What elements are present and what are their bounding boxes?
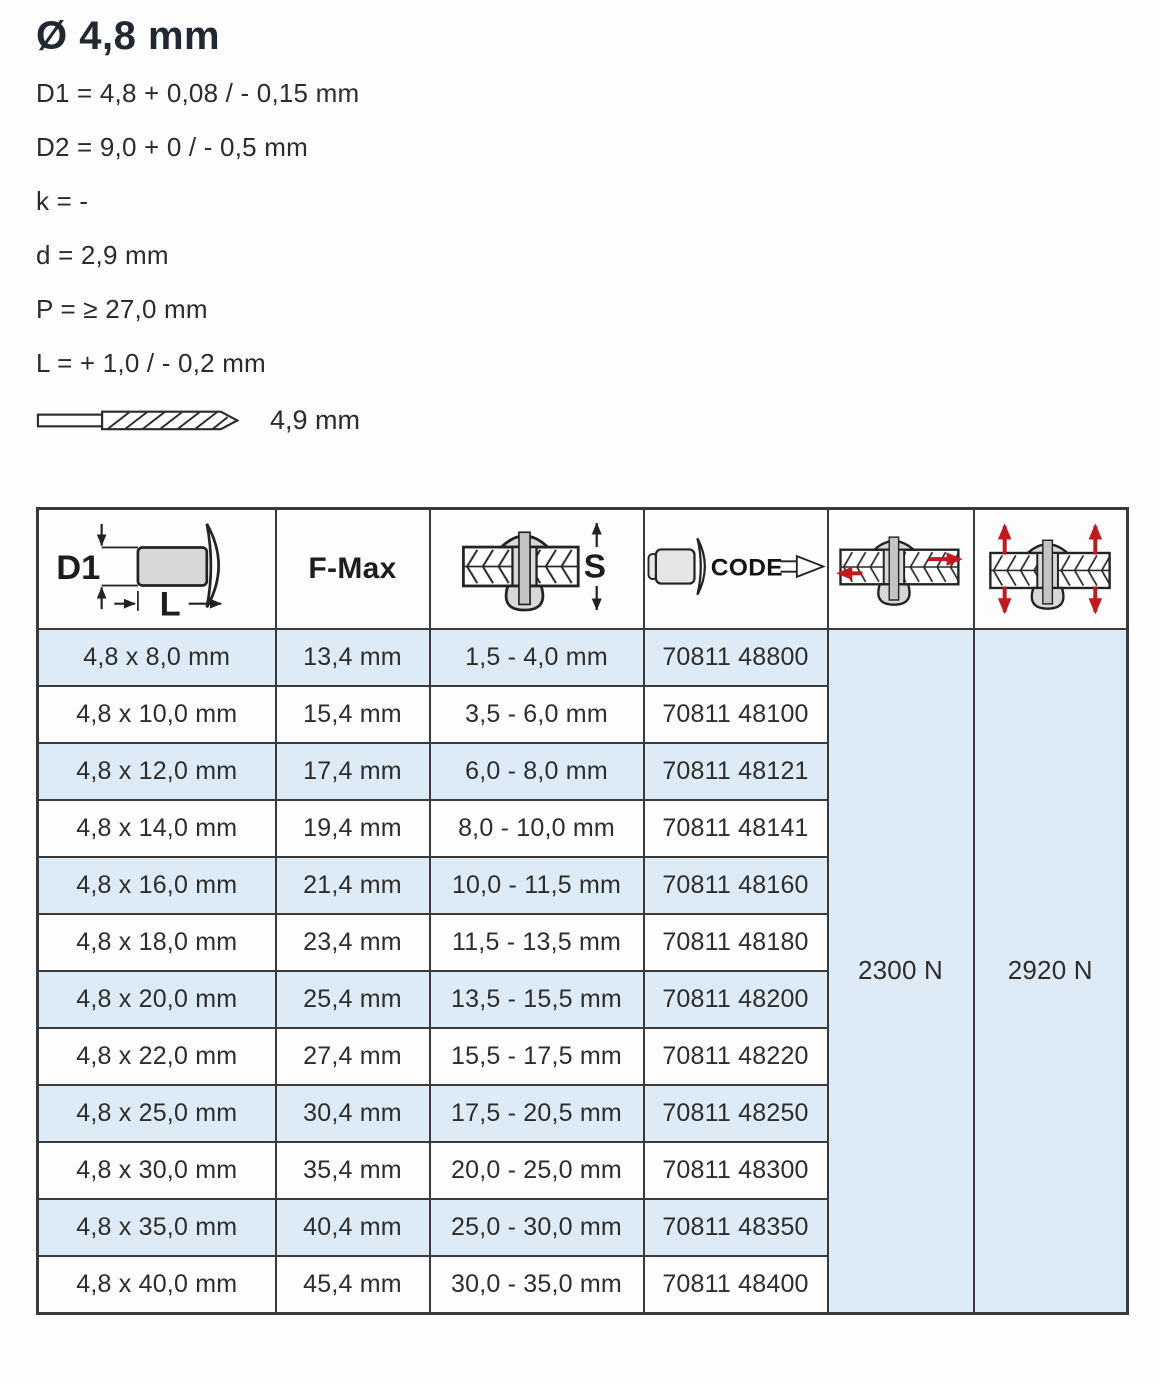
grip-range-cross-section-icon xyxy=(456,510,618,623)
code-cell: 70811 48180 xyxy=(644,914,828,971)
code-cell: 70811 48121 xyxy=(644,743,828,800)
dimension-cell: 4,8 x 20,0 mm xyxy=(38,971,276,1028)
code-cell: 70811 48250 xyxy=(644,1085,828,1142)
grip-range-cell: 1,5 - 4,0 mm xyxy=(430,629,644,686)
fmax-cell: 17,4 mm xyxy=(276,743,430,800)
dimension-cell: 4,8 x 8,0 mm xyxy=(38,629,276,686)
spec-line-l: L = + 1,0 / - 0,2 mm xyxy=(36,348,266,378)
shear-strength-icon xyxy=(831,523,971,611)
spec-line-k: k = - xyxy=(36,186,89,216)
shear-strength-value: 2300 N xyxy=(828,629,974,1313)
code-cell: 70811 48141 xyxy=(644,800,828,857)
drill-bit-icon xyxy=(36,405,248,435)
dimension-cell: 4,8 x 25,0 mm xyxy=(38,1085,276,1142)
code-cell: 70811 48160 xyxy=(644,857,828,914)
code-cell: 70811 48800 xyxy=(644,629,828,686)
dimension-cell: 4,8 x 30,0 mm xyxy=(38,1142,276,1199)
table-row xyxy=(38,629,1128,686)
dimension-cell: 4,8 x 18,0 mm xyxy=(38,914,276,971)
fmax-cell: 35,4 mm xyxy=(276,1142,430,1199)
rivet-with-mandrel-icon xyxy=(647,536,825,597)
code-cell: 70811 48100 xyxy=(644,686,828,743)
table-body xyxy=(38,629,1128,1313)
tensile-strength-icon xyxy=(979,518,1121,615)
grip-range-cell: 17,5 - 20,5 mm xyxy=(430,1085,644,1142)
tensile-strength-value: 2920 N xyxy=(974,629,1128,1313)
drill-size-label: 4,9 mm xyxy=(270,404,361,435)
drill-size-row xyxy=(36,403,1160,437)
grip-range-cell: 15,5 - 17,5 mm xyxy=(430,1028,644,1085)
fmax-cell: 21,4 mm xyxy=(276,857,430,914)
col-header-dimension xyxy=(38,509,276,630)
dimension-cell: 4,8 x 22,0 mm xyxy=(38,1028,276,1085)
spec-line-p: P = ≥ 27,0 mm xyxy=(36,294,208,324)
fmax-cell: 45,4 mm xyxy=(276,1256,430,1313)
fmax-cell: 25,4 mm xyxy=(276,971,430,1028)
page-title: Ø 4,8 mm xyxy=(36,14,221,58)
dimension-cell: 4,8 x 14,0 mm xyxy=(38,800,276,857)
code-cell: 70811 48300 xyxy=(644,1142,828,1199)
spec-line-d: d = 2,9 mm xyxy=(36,240,169,270)
grip-range-cell: 25,0 - 30,0 mm xyxy=(430,1199,644,1256)
grip-range-cell: 10,0 - 11,5 mm xyxy=(430,857,644,914)
d1-dimension-label: D1 xyxy=(56,549,101,588)
fmax-cell: 19,4 mm xyxy=(276,800,430,857)
grip-range-cell: 13,5 - 15,5 mm xyxy=(430,971,644,1028)
grip-range-cell: 20,0 - 25,0 mm xyxy=(430,1142,644,1199)
col-header-grip-range xyxy=(430,509,644,630)
rivet-spec-table xyxy=(36,507,1129,1315)
spec-line-d2: D2 = 9,0 + 0 / - 0,5 mm xyxy=(36,132,308,162)
l-dimension-label: L xyxy=(159,585,181,620)
code-cell: 70811 48350 xyxy=(644,1199,828,1256)
dimension-cell: 4,8 x 40,0 mm xyxy=(38,1256,276,1313)
fmax-cell: 30,4 mm xyxy=(276,1085,430,1142)
dimension-cell: 4,8 x 35,0 mm xyxy=(38,1199,276,1256)
col-header-code xyxy=(644,509,828,630)
col-header-fmax xyxy=(276,509,430,630)
dimension-cell: 4,8 x 10,0 mm xyxy=(38,686,276,743)
code-cell: 70811 48220 xyxy=(644,1028,828,1085)
fmax-header-label: F-Max xyxy=(308,552,397,585)
grip-range-cell: 3,5 - 6,0 mm xyxy=(430,686,644,743)
fmax-cell: 40,4 mm xyxy=(276,1199,430,1256)
grip-range-cell: 8,0 - 10,0 mm xyxy=(430,800,644,857)
spec-list xyxy=(36,79,1160,378)
fmax-cell: 13,4 mm xyxy=(276,629,430,686)
grip-range-cell: 30,0 - 35,0 mm xyxy=(430,1256,644,1313)
grip-range-cell: 11,5 - 13,5 mm xyxy=(430,914,644,971)
table-header xyxy=(38,509,1128,630)
dimension-cell: 4,8 x 16,0 mm xyxy=(38,857,276,914)
code-header-label: CODE xyxy=(710,554,783,582)
grip-range-cell: 6,0 - 8,0 mm xyxy=(430,743,644,800)
col-header-shear xyxy=(828,509,974,630)
fmax-cell: 15,4 mm xyxy=(276,686,430,743)
rivet-dimension-diagram-icon xyxy=(54,513,259,620)
dimension-cell: 4,8 x 12,0 mm xyxy=(38,743,276,800)
fmax-cell: 27,4 mm xyxy=(276,1028,430,1085)
code-cell: 70811 48400 xyxy=(644,1256,828,1313)
header-row xyxy=(38,509,1128,630)
code-cell: 70811 48200 xyxy=(644,971,828,1028)
col-header-tensile xyxy=(974,509,1128,630)
spec-line-d1: D1 = 4,8 + 0,08 / - 0,15 mm xyxy=(36,78,360,108)
grip-s-label: S xyxy=(583,548,606,586)
fmax-cell: 23,4 mm xyxy=(276,914,430,971)
